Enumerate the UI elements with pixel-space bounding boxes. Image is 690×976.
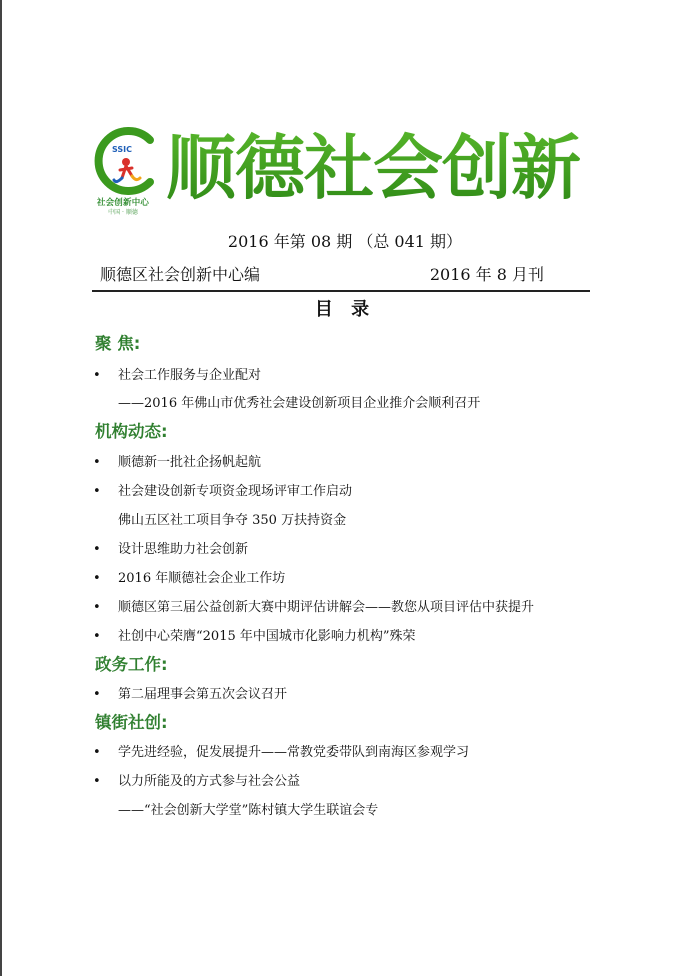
bullet-icon: • xyxy=(93,455,101,470)
publication-date: 2016 年 8 月刊 xyxy=(429,265,544,284)
toc-item[interactable] xyxy=(93,625,416,644)
toc-item-label: 顺德区第三届公益创新大赛中期评估讲解会——教您从项目评估中获提升 xyxy=(118,600,535,615)
toc-item-label: 社创中心荣膺“2015 年中国城市化影响力机构”殊荣 xyxy=(118,629,416,644)
toc-item[interactable] xyxy=(93,451,261,470)
logo-badge-text: SSIC xyxy=(112,145,133,154)
editor-row xyxy=(100,262,590,286)
toc-item[interactable] xyxy=(93,770,300,789)
toc-item-subtitle: 佛山五区社工项目争夺 350 万扶持资金 xyxy=(118,513,347,528)
logo-subtitle: 中国 · 顺德 xyxy=(108,209,138,216)
toc-item-label: 2016 年顺德社会企业工作坊 xyxy=(118,571,286,586)
toc-title: 目 录 xyxy=(314,299,376,320)
editor-name: 顺德区社会创新中心编 xyxy=(100,265,261,284)
toc-item-label: 第二届理事会第五次会议召开 xyxy=(118,687,288,702)
section-heading-gov: 政务工作: xyxy=(95,655,168,674)
bullet-icon: • xyxy=(93,600,101,615)
masthead xyxy=(92,126,592,216)
page-edge xyxy=(0,0,2,976)
section-heading-town: 镇街社创: xyxy=(95,713,168,732)
toc-item[interactable] xyxy=(93,741,469,760)
issue-number: 2016 年第 08 期 （总 041 期） xyxy=(227,232,463,251)
bullet-icon: • xyxy=(93,745,101,760)
toc-item-label: 学先进经验，促发展提升——常教党委带队到南海区参观学习 xyxy=(118,745,470,760)
bullet-icon: • xyxy=(93,484,101,499)
logo-name: 社会创新中心 xyxy=(96,198,150,208)
header-divider xyxy=(92,290,590,292)
toc-item-label: 社会工作服务与企业配对 xyxy=(118,368,262,383)
toc-item-subtitle: ——2016 年佛山市优秀社会建设创新项目企业推介会顺利召开 xyxy=(118,396,481,411)
toc-item-label: 社会建设创新专项资金现场评审工作启动 xyxy=(118,484,353,499)
bullet-icon: • xyxy=(93,774,101,789)
toc-item[interactable] xyxy=(93,480,352,499)
bullet-icon: • xyxy=(93,368,101,383)
toc-item-label: 以力所能及的方式参与社会公益 xyxy=(118,774,301,789)
toc-item[interactable] xyxy=(93,567,285,586)
bullet-icon: • xyxy=(93,629,101,644)
bullet-icon: • xyxy=(93,687,101,702)
ssic-logo-icon xyxy=(92,126,160,196)
toc-item-label: 顺德新一批社企扬帆起航 xyxy=(118,455,262,470)
toc-item[interactable] xyxy=(93,364,261,383)
toc-item[interactable] xyxy=(93,538,248,557)
section-heading-focus: 聚 焦: xyxy=(95,334,141,353)
bullet-icon: • xyxy=(93,571,101,586)
section-heading-org: 机构动态: xyxy=(95,422,168,441)
toc-item-subtitle: ——“社会创新大学堂”陈村镇大学生联谊会专 xyxy=(118,803,379,818)
ssic-logo xyxy=(92,126,160,214)
toc-item[interactable] xyxy=(93,596,534,615)
toc-item-label: 设计思维助力社会创新 xyxy=(118,542,249,557)
masthead-title: 顺德社会创新 xyxy=(166,127,580,209)
bullet-icon: • xyxy=(93,542,101,557)
toc-item[interactable] xyxy=(93,683,287,702)
